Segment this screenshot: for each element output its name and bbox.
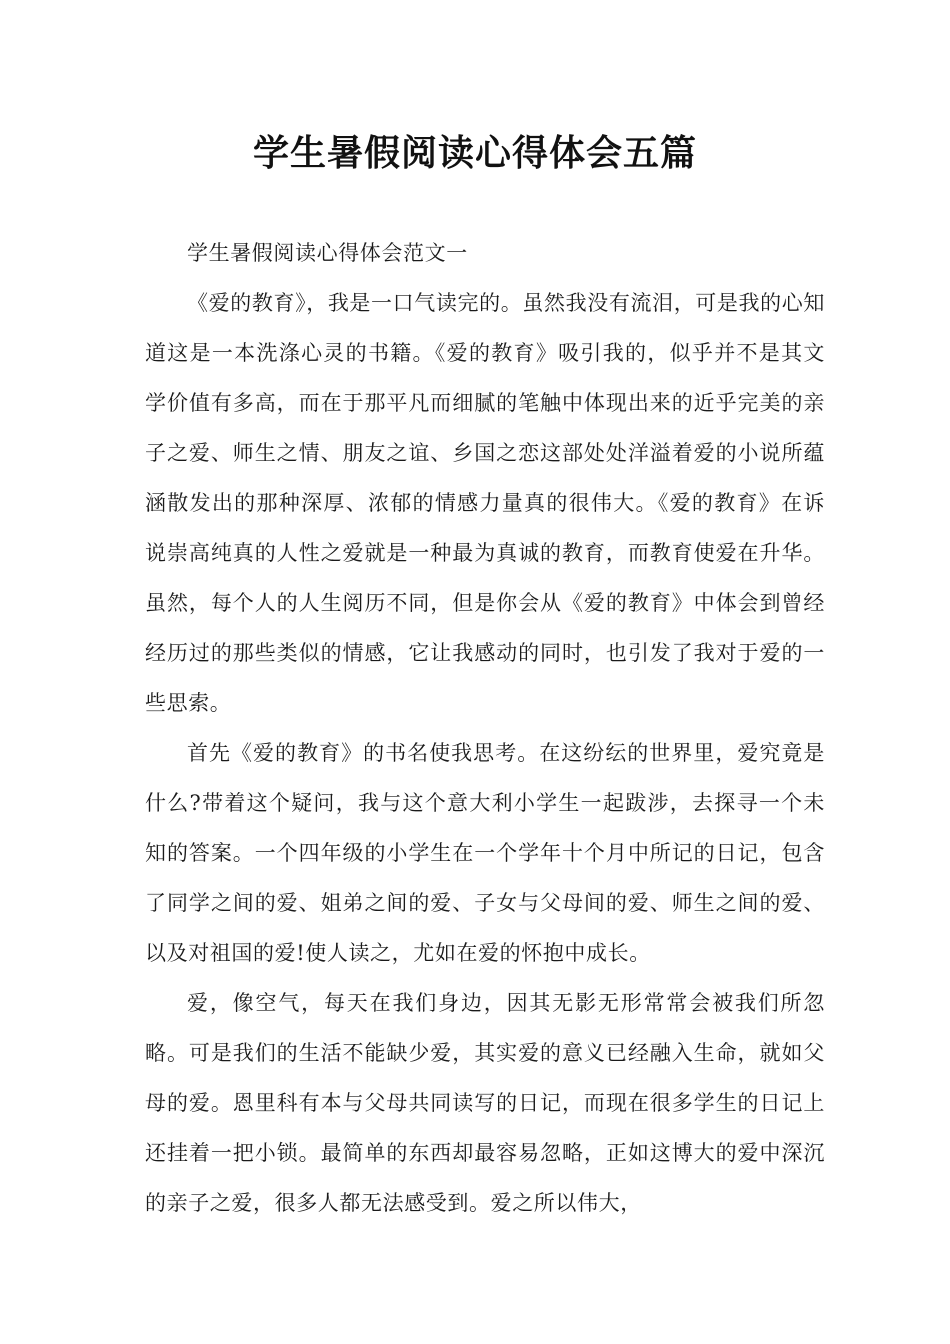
document-title: 学生暑假阅读心得体会五篇 bbox=[252, 133, 697, 174]
paragraph: 爱，像空气，每天在我们身边，因其无影无形常常会被我们所忽略。可是我们的生活不能缺少爱，其实爱的意义已经融入生命，就如父母的爱。恩里科有本与父母共同读写的日记，而现在很多学生的日记上还挂着一把小锁。最简单的东西却最容易忽略，正如这博大的爱中深沉的亲子之爱，很多人都无法感受到。爱之所以伟大， bbox=[145, 991, 825, 1215]
paragraph: 《爱的教育》，我是一口气读完的。虽然我没有流泪，可是我的心知道这是一本洗涤心灵的书籍。《爱的教育》吸引我的，似乎并不是其文学价值有多高，而在于那平凡而细腻的笔触中体现出来的近乎完美的亲子之爱、师生之情、朋友之谊、乡国之恋这部处处洋溢着爱的小说所蕴涵散发出的那种深厚、浓郁的情感力量真的很伟大。《爱的教育》在诉说崇高纯真的人性之爱就是一种最为真诚的教育，而教育使爱在升华。虽然，每个人的人生阅历不同，但是你会从《爱的教育》中体会到曾经经历过的那些类似的情感，它让我感动的同时，也引发了我对于爱的一些思索。 bbox=[145, 291, 825, 715]
paragraph: 首先《爱的教育》的书名使我思考。在这纷纭的世界里，爱究竟是什么?带着这个疑问，我与这个意大利小学生一起跋涉，去探寻一个未知的答案。一个四年级的小学生在一个学年十个月中所记的日记，包含了同学之间的爱、姐弟之间的爱、子女与父母间的爱、师生之间的爱、以及对祖国的爱!使人读之，尤如在爱的怀抱中成长。 bbox=[145, 741, 825, 965]
section-heading: 学生暑假阅读心得体会范文一 bbox=[187, 241, 468, 265]
document-body bbox=[145, 228, 825, 1228]
